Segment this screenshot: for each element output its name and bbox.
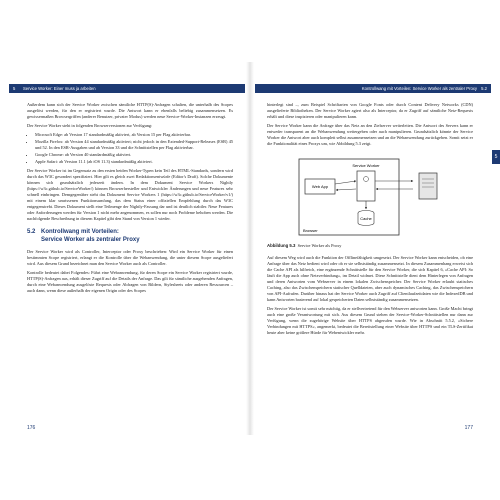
chapter-title: Service Worker: Einer muss ja arbeiten [23,86,96,91]
figure-caption [267,243,473,249]
section-heading [27,229,233,244]
section-number: 5.2 [27,229,36,235]
paragraph: hinterlegt sind –, zum Beispiel Schriftarten von Google Fonts oder durch Content Delivery Networks (CDN) ausgelieferte Bibliotheken. Der Service Worker agiert also als Interceptor, da er Zugriff auf sämtliche Netz-Requests erhält und diese inspizieren oder manipulieren kann. [267,102,473,119]
cache-label: Cache [360,216,372,221]
proxy-diagram [295,151,445,241]
list-item: • Microsoft Edge: ab Version 17 standardmäßig aktiviert, ab Version 15 per Flag aktivierbar. [35,132,233,138]
right-page [255,62,491,435]
section-title: Kontrollwang mit Vorteilen: Service Worker als zentraler Proxy [361,86,477,91]
book-gutter [246,62,254,435]
proxy-diagram-svg [295,151,445,241]
book-spread [0,62,500,435]
browser-label: Browser [303,228,318,233]
service-worker-label: Service Worker [352,163,380,168]
right-running-head [255,84,491,93]
section-title-line1: Kontrollwang mit Vorteilen: [41,229,119,235]
figure-caption-text: Service Worker als Proxy [297,243,342,248]
browser-list [27,132,233,165]
chapter-thumb-tab: 5 [492,150,500,164]
paragraph: Außerdem kann sich der Service Worker zwischen sämtliche HTTP(S)-Anfragen schalten, die unterhalb des Scopes ausgelöst werden, für den er registriert wurde. Die Antwort kann er ebenfalls beliebig zusammensetzen. Es gewissermaßen Browsergriffen (anderer Benutzer, privater Modus) werden neue Service-Worker-Instanzen erzeugt. [27,102,233,119]
right-body-text [267,102,473,339]
paragraph: Der Service Worker ist im Gegensatz zu den ersten beiden Worker-Typen kein Teil des HTML-Standards, sondern wird durch das W3C gesondert spezifiziert. Hier gilt es gleich zwei Redaktionsentwürfe (Editor's Draft). Solche Dokumente können sich grundsätzlich jederzeit ändern. In dem Dokument Service Workers Nightly (https://w3c.github.io/ServiceWorker/) können Browserhersteller und Entwickler Änderungen und neue Features sehr schnell einbringen. Demgegenüber steht das Dokument Service Workers 1 (https://w3c.github.io/ServiceWorker/v1/) mit einem klar umrissenen Funktionsumfang, das dem Status einer offiziellen Empfehlung durch das W3C entgegenstrebt. Dieses Dokument stellt eine Teilmenge der Nightly-Fassung dar und ist deutlich stabiler. Neue Features oder Anforderungen werden für Version 1 nicht mehr angenommen, es sollen nur noch Probleme behoben werden. Die nachfolgende Beschreibung in diesem Kapitel gibt den Stand von Version 1 wieder. [27,168,233,221]
paragraph: Der Service Worker steht in folgenden Browserversionen zur Verfügung: [27,123,153,128]
section-number: 5.2 [481,86,487,91]
list-item: • Mozilla Firefox: ab Version 44 standardmäßig aktiviert; nicht jedoch in den Extended-Support-Releases (ESR) 45 und 52. In den ESR-Ausgaben und ab Version 33 und die Schnittstellen per Flag aktivierbar. [35,139,233,151]
server-icon [419,173,437,199]
service-worker-box [357,171,375,201]
list-item: • Apple Safari: ab Version 11.1 (ab iOS 11.3) standardmäßig aktiviert. [35,159,233,165]
page-number: 176 [27,425,36,431]
paragraph: Der Service Worker ist somit sehr mächtig, da er stellvertretend für den Webserver antworten kann. Große Macht bringt auch eine große Verantwortung mit sich. Aus diesem Grund stehen der Service-Worker-Schnittstellen nur dann zur Verfügung, wenn die zugehörige Website über HTTPS abgerufen wurde. Wie in Abschnitt 5.5.2, »Sichere Verbindungen mit HTTPS«, angemerkt, bedeutet die Bereitstellung einer Website über HTTPS und ein TLS-Zertifikat heute aber keine größere Hürde für Webentwickler mehr. [267,306,473,335]
left-page [9,62,245,435]
web-app-label: Web App [311,184,329,189]
section-title-line2: Service Worker als zentraler Proxy [41,236,140,243]
chapter-number: 5 [13,86,16,91]
list-item: • Google Chrome: ab Version 40 standardmäßig aktiviert. [35,152,233,158]
left-body-text [27,102,233,297]
paragraph: Der Service Worker wird als Controller, Interceptor oder Proxy beschrieben: Wird ein Service Worker für einen bestimmten Scope registriert, erlangt er die Kontrolle über die Webanwendung, die unter diesem Scope ausgeliefert wird. Aus diesem Grund bezeichnet man den Service Worker auch als Controller. [27,249,233,266]
figure-number: Abbildung 5.3 [267,243,296,248]
paragraph: Auf diesem Weg wird auch die Funktion der Offlinefähigkeit umgesetzt. Der Service Worker kann entscheiden, ob eine Anfrage über das Netz bedient wird oder ob er sie selbstständig zusammensetzt. In diesem Zusammenhang erweist sich die Cache API als hilfreich, eine ergänzende Schnittstelle für den Service Worker, die sich Kapitel 6, »Cache API: So läuft die App auch ohne Netzverbindung«, im Detail widmet. Diese Schnittstelle dient dem Hinterlegen von Anfragen und deren Antworten vom Webserver in einem lokalen Zwischenspeicher. Der Service Worker erlaubt statisches Caching, also das Zwischenspeichern statischer Quelldateien, aber auch dynamisches Caching, das Zwischenspeichern von API-Aufrufen. Darüber hinaus hat der Service Worker auch Zugriff auf Clientlaufzeitdaten wie die IndexedDB und kann Antworten basierend auf lokal gespeicherten Daten selbstständig zusammensetzen. [267,255,473,302]
paragraph: Kontrolle bedeutet dabei Folgendes: Führt eine Webanwendung, für deren Scope ein Service Worker registriert wurde, HTTP(S)-Anfragen aus, erhält dieser Zugriff auf die Details der Anfrage. Das gilt für sämtliche ausgehenden Anfragen, durch eine Webanwendung ausgelöste Requests oder Abfragen von Bildern, Stylesheets oder anderen Ressourcen – auch dann, wenn diese außerhalb der eigenen Origin oder des Scopes [27,270,233,293]
browser-frame [299,159,399,235]
paragraph: Der Service Worker kann die Anfrage über das Netz an den Zielserver weiterleiten. Die Antwort des Servers kann er entweder transparent an die Webanwendung weitergeben oder auch manipulieren. Grundsätzlich könnte der Service Worker die Antwort aber auch komplett selbst zusammensetzen und an die Webanwendung zurückgeben. Somit setzt er die Funktionalität eines Proxys um, wie Abbildung 5.3 zeigt. [267,123,473,146]
left-running-head [9,84,245,93]
page-number: 177 [464,425,473,431]
